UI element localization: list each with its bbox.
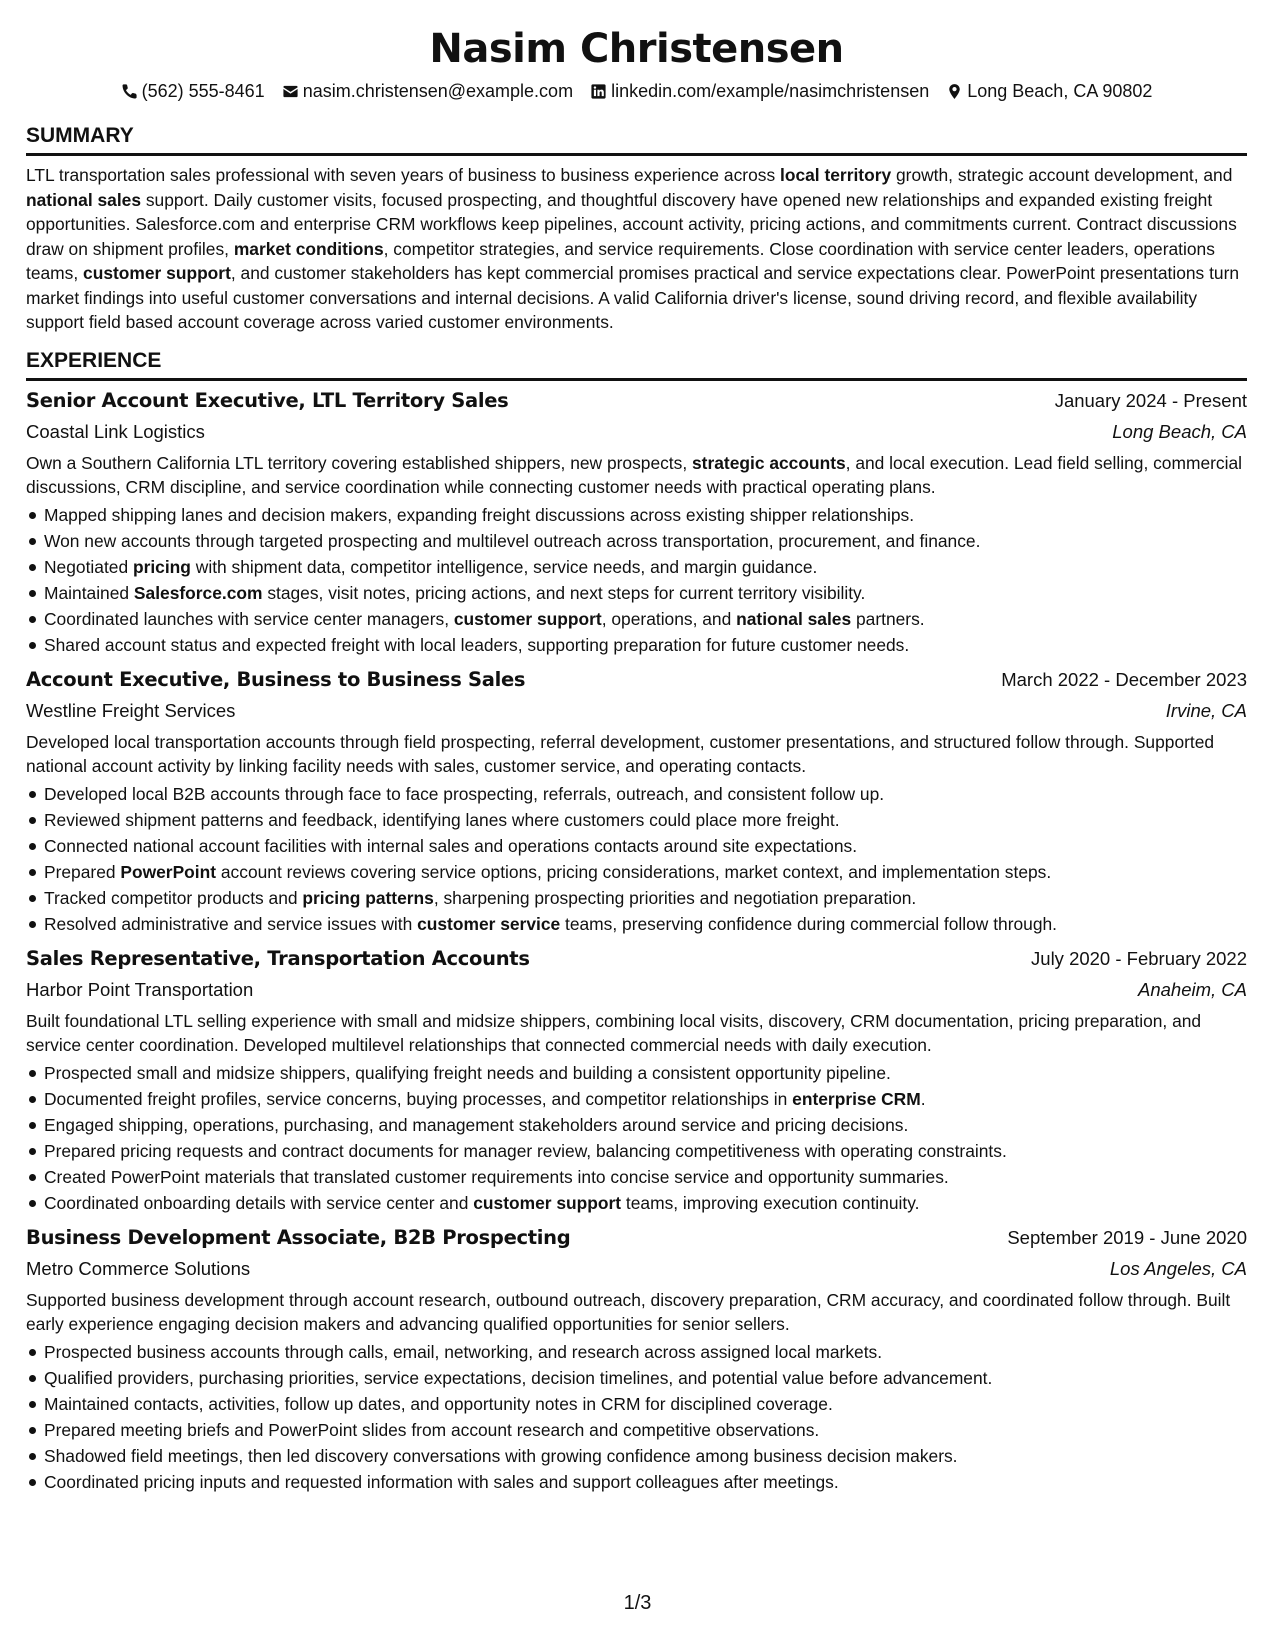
contact-bar <box>26 78 1247 104</box>
bold-keyword: PowerPoint <box>120 861 217 882</box>
bullet-item <box>26 1138 1247 1164</box>
text-run: Prepared meeting briefs and PowerPoint slides from account research and competitive observations. <box>44 1419 820 1440</box>
text-run: . <box>920 1088 926 1109</box>
text-run: partners. <box>851 608 925 629</box>
text-run: Coordinated onboarding details with service center and <box>44 1192 474 1213</box>
bullet-item <box>26 1060 1247 1086</box>
text-run: growth, strategic account development, and <box>891 165 1233 185</box>
bullet-item <box>26 632 1247 658</box>
job-description <box>26 730 1247 779</box>
bullet-item <box>26 1443 1247 1469</box>
text-run: Maintained contacts, activities, follow up dates, and opportunity notes in CRM for disciplined coverage. <box>44 1393 833 1414</box>
bullet-item <box>26 1112 1247 1138</box>
summary-heading: SUMMARY <box>26 122 1247 156</box>
text-run: support. Daily customer visits, focused prospecting, and thoughtful discovery have opened new relationships and expanded existing freight opportunities. Salesforce.com and enterprise CRM workflows keep pipelines, account activity, pricing actions, and commitments current. Contract discussions draw on shipment profiles, <box>26 189 1237 259</box>
job-dates: September 2019 - June 2020 <box>1007 1226 1247 1248</box>
bullet-item <box>26 580 1247 606</box>
text-run: Mapped shipping lanes and decision makers, expanding freight discussions across existing shipper relationships. <box>44 504 915 525</box>
text-run: Reviewed shipment patterns and feedback, identifying lanes where customers could place more freight. <box>44 809 840 830</box>
experience-list <box>26 385 1247 1495</box>
bold-keyword: strategic accounts <box>692 452 846 473</box>
text-run: Developed local B2B accounts through face to face prospecting, referrals, outreach, and consistent follow up. <box>44 783 885 804</box>
text-run: Prospected small and midsize shippers, qualifying freight needs and building a consistent opportunity pipeline. <box>44 1062 891 1083</box>
text-run: , sharpening prospecting priorities and negotiation preparation. <box>433 887 917 908</box>
bold-keyword: customer support <box>453 608 602 629</box>
bullet-item <box>26 781 1247 807</box>
job-title: Senior Account Executive, LTL Territory Sales <box>26 388 509 412</box>
job-bullets <box>26 1339 1247 1495</box>
contact-location <box>946 78 1152 104</box>
job-entry <box>26 1222 1247 1495</box>
job-description <box>26 1009 1247 1058</box>
bullet-item <box>26 1469 1247 1495</box>
bullet-item <box>26 833 1247 859</box>
experience-heading: EXPERIENCE <box>26 347 1247 381</box>
company-name: Coastal Link Logistics <box>26 420 205 442</box>
bold-keyword: local territory <box>780 165 892 185</box>
job-description <box>26 1288 1247 1337</box>
job-location: Long Beach, CA <box>1112 420 1247 442</box>
text-run: Maintained <box>44 582 134 603</box>
company-name: Harbor Point Transportation <box>26 978 254 1000</box>
bold-keyword: customer service <box>417 913 561 934</box>
text-run: , operations, and <box>601 608 737 629</box>
text-run: account reviews covering service options, pricing considerations, market context, and implementation steps. <box>216 861 1052 882</box>
bold-keyword: Salesforce.com <box>133 582 263 603</box>
job-dates: March 2022 - December 2023 <box>1001 668 1247 690</box>
bullet-item <box>26 807 1247 833</box>
text-run: Coordinated pricing inputs and requested information with sales and support colleagues after meetings. <box>44 1471 839 1492</box>
job-bullets <box>26 502 1247 658</box>
contact-linkedin[interactable] <box>590 78 929 104</box>
text-run: Negotiated <box>44 556 133 577</box>
text-run: Engaged shipping, operations, purchasing, and management stakeholders around service and pricing decisions. <box>44 1114 909 1135</box>
contact-email[interactable] <box>282 78 573 104</box>
text-run: Documented freight profiles, service concerns, buying processes, and competitor relationships in <box>44 1088 793 1109</box>
job-bullets <box>26 1060 1247 1216</box>
bold-keyword: market conditions <box>233 238 384 259</box>
summary-paragraph <box>26 163 1247 335</box>
bold-keyword: customer support <box>473 1192 622 1213</box>
phone-icon <box>121 83 138 100</box>
job-dates: July 2020 - February 2022 <box>1031 947 1247 969</box>
text-run: Tracked competitor products and <box>44 887 303 908</box>
bullet-item <box>26 1164 1247 1190</box>
map-pin-icon <box>946 83 963 100</box>
text-run: Prepared pricing requests and contract documents for manager review, balancing competitiveness with operating constraints. <box>44 1140 1007 1161</box>
bullet-item <box>26 554 1247 580</box>
bullet-item <box>26 1190 1247 1216</box>
bold-keyword: national sales <box>736 608 852 629</box>
text-run: , and customer stakeholders has kept commercial promises practical and service expectations clear. PowerPoint presentations turn market findings into useful customer conversations and internal decisions. A valid California driver's license, sound driving record, and flexible availability support field based account coverage across varied customer environments. <box>26 263 1240 332</box>
candidate-name: Nasim Christensen <box>429 26 844 72</box>
job-description <box>26 451 1247 500</box>
job-dates: January 2024 - Present <box>1054 389 1247 411</box>
text-run: Shadowed field meetings, then led discovery conversations with growing confidence among business decision makers. <box>44 1445 958 1466</box>
text-run: teams, preserving confidence during commercial follow through. <box>560 913 1058 934</box>
text-run: stages, visit notes, pricing actions, and next steps for current territory visibility. <box>262 582 866 603</box>
text-run: Shared account status and expected freight with local leaders, supporting preparation for future customer needs. <box>44 634 910 655</box>
text-run: Resolved administrative and service issues with <box>44 913 418 934</box>
bullet-item <box>26 911 1247 937</box>
job-location: Los Angeles, CA <box>1109 1257 1247 1279</box>
bold-keyword: customer support <box>83 263 231 283</box>
text-run: LTL transportation sales professional with seven years of business to business experience across <box>26 165 780 185</box>
text-run: Won new accounts through targeted prospecting and multilevel outreach across transportation, procurement, and finance. <box>44 530 981 551</box>
bullet-item <box>26 859 1247 885</box>
text-run: Coordinated launches with service center managers, <box>44 608 454 629</box>
text-run: Connected national account facilities with internal sales and operations contacts around site expectations. <box>44 835 858 856</box>
text-run: teams, improving execution continuity. <box>621 1192 920 1213</box>
bullet-item <box>26 606 1247 632</box>
linkedin-icon <box>590 83 607 100</box>
bold-keyword: national sales <box>26 189 142 210</box>
linkedin-link[interactable]: linkedin.com/example/nasimchristensen <box>611 81 930 101</box>
text-run: Supported business development through account research, outbound outreach, discovery preparation, CRM accuracy, and coordinated follow through. Built early experience engaging decision makers and advancing qualified opportunities for senior sellers. <box>26 1289 1231 1334</box>
text-run: Built foundational LTL selling experience with small and midsize shippers, combining local visits, discovery, CRM documentation, pricing preparation, and service center coordination. Developed multilevel relationships that connected commercial needs with daily execution. <box>26 1010 1202 1055</box>
job-title: Account Executive, Business to Business Sales <box>26 667 526 691</box>
job-title: Business Development Associate, B2B Prospecting <box>26 1225 571 1249</box>
text-run: , competitor strategies, and service requirements. Close coordination with service center leaders, operations teams, <box>26 238 1215 283</box>
text-run: Developed local transportation accounts through field prospecting, referral development, customer presentations, and structured follow through. Supported national account activity by linking facility needs with sales, customer service, and operating contacts. <box>26 731 1215 776</box>
text-run: Prepared <box>44 861 121 882</box>
job-location: Anaheim, CA <box>1138 978 1247 1000</box>
job-entry <box>26 664 1247 937</box>
text-run: , and local execution. Lead field selling, commercial discussions, CRM discipline, and service coordination while connecting customer needs with practical operating plans. <box>26 452 1243 497</box>
bullet-item <box>26 885 1247 911</box>
bold-keyword: enterprise CRM <box>792 1088 921 1109</box>
phone-text: (562) 555-8461 <box>141 81 265 101</box>
text-run: with shipment data, competitor intelligence, service needs, and margin guidance. <box>190 556 818 577</box>
job-bullets <box>26 781 1247 937</box>
job-title: Sales Representative, Transportation Accounts <box>26 946 530 970</box>
company-name: Metro Commerce Solutions <box>26 1257 251 1279</box>
email-link[interactable]: nasim.christensen@example.com <box>302 81 574 101</box>
bullet-item <box>26 1417 1247 1443</box>
bullet-item <box>26 1086 1247 1112</box>
text-run: Own a Southern California LTL territory covering established shippers, new prospects, <box>26 452 692 473</box>
text-run: Qualified providers, purchasing priorities, service expectations, decision timelines, and potential value before advancement. <box>44 1367 993 1388</box>
bold-keyword: pricing <box>132 556 191 577</box>
text-run: Created PowerPoint materials that translated customer requirements into concise service and opportunity summaries. <box>44 1166 949 1187</box>
bold-keyword: pricing patterns <box>302 887 434 908</box>
bullet-item <box>26 1365 1247 1391</box>
envelope-icon <box>282 83 299 100</box>
bullet-item <box>26 1391 1247 1417</box>
location-text: Long Beach, CA 90802 <box>967 81 1153 101</box>
job-entry <box>26 943 1247 1216</box>
text-run: Prospected business accounts through calls, email, networking, and research across assigned local markets. <box>44 1341 883 1362</box>
bullet-item <box>26 528 1247 554</box>
bullet-item <box>26 502 1247 528</box>
company-name: Westline Freight Services <box>26 699 236 721</box>
bullet-item <box>26 1339 1247 1365</box>
contact-phone <box>121 78 265 104</box>
page-indicator: 1/3 <box>623 1592 652 1614</box>
job-location: Irvine, CA <box>1165 699 1247 721</box>
job-entry <box>26 385 1247 658</box>
